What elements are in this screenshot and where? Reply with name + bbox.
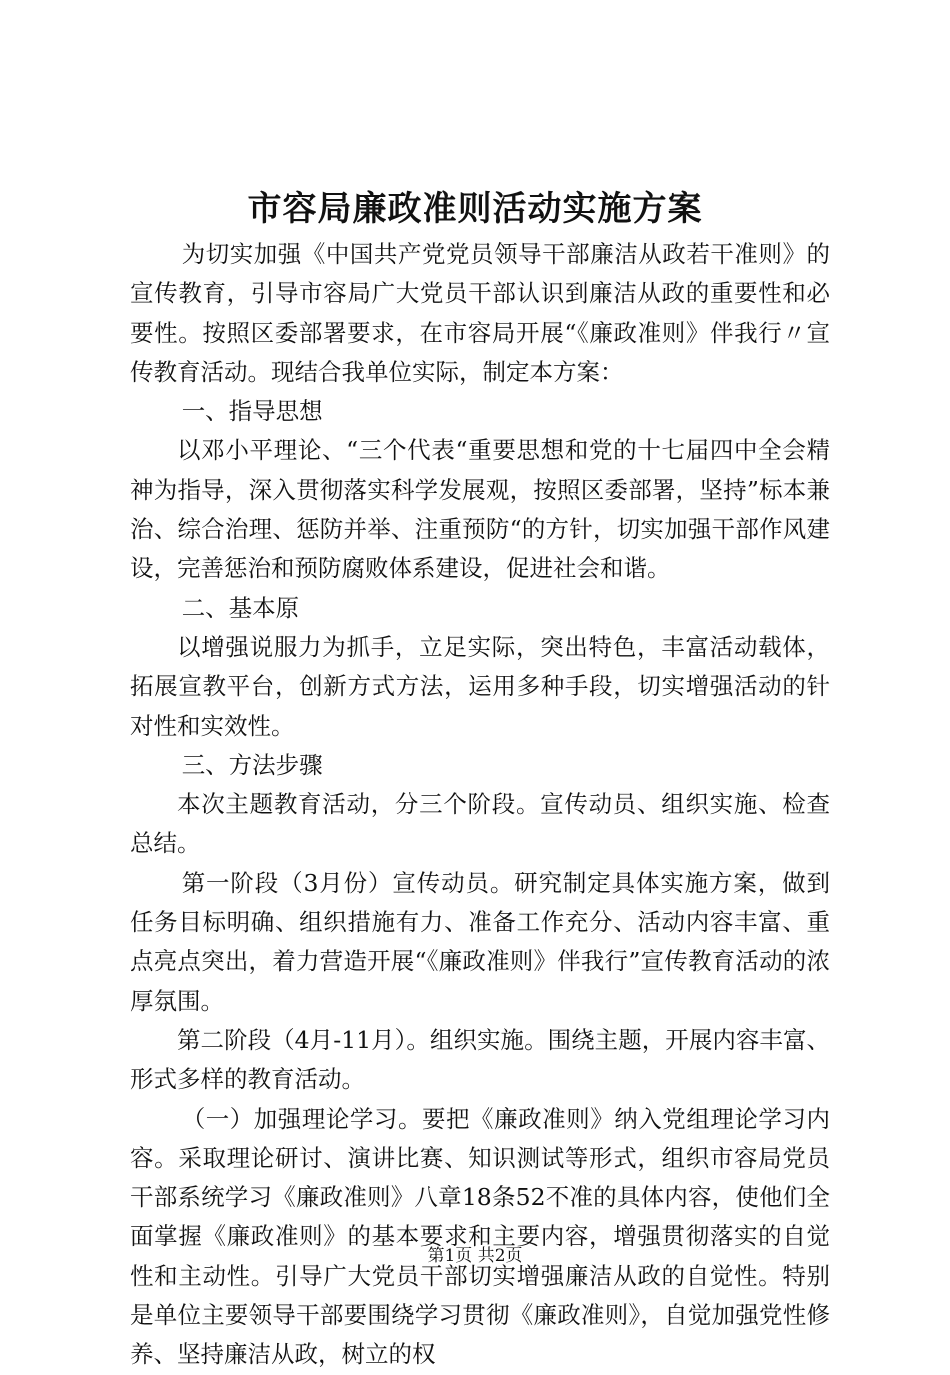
basic-principle-paragraph: 以增强说服力为抓手，立足实际，突出特色，丰富活动载体，拓展宣教平台，创新方式方法，运用多种手段，切实增强活动的针对性和实效性。 [130,632,830,740]
document-body [130,235,830,1375]
guiding-ideology-paragraph: 以邓小平理论、“三个代表“重要思想和党的十七届四中全会精神为指导，深入贯彻落实科学发展观，按照区委部署，坚持”标本兼治、综合治理、惩防并举、注重预防“的方针，切实加强干部作风建设，完善惩治和预防腐败体系建设，促进社会和谐。 [130,436,830,583]
stage-two-paragraph: 第二阶段（4月-11月）。组织实施。围绕主题，开展内容丰富、形式多样的教育活动。 [130,1025,830,1094]
section-heading-basic-principle: 二、基本原 [181,593,300,622]
intro-paragraph: 为切实加强《中国共产党党员领导干部廉洁从政若干准则》的宣传教育，引导市容局广大党员干部认识到廉洁从政的重要性和必要性。按照区委部署要求，在市容局开展“《廉政准则》伴我行〃宣传教育活动。现结合我单位实际，制定本方案： [130,240,830,386]
method-steps-paragraph: 本次主题教育活动，分三个阶段。宣传动员、组织实施、检查总结。 [130,790,830,858]
section-heading-method-steps: 三、方法步骤 [181,750,323,779]
section-heading-guiding-ideology: 一、指导思想 [181,397,323,426]
page-footer: 第1页 共2页 [427,1246,523,1266]
stage-one-paragraph: 第一阶段（3月份）宣传动员。研究制定具体实施方案，做到任务目标明确、组织措施有力、准备工作充分、活动内容丰富、重点亮点突出，着力营造开展“《廉政准则》伴我行”宣传教育活动的浓厚氛围。 [130,868,830,1015]
theory-study-paragraph: （一）加强理论学习。要把《廉政准则》纳入党组理论学习内容。采取理论研讨、演讲比赛、知识测试等形式，组织市容局党员干部系统学习《廉政准则》八章18条52不准的具体内容，使他们全面掌握《廉政准则》的基本要求和主要内容，增强贯彻落实的自觉性和主动性。引导广大党员干部切实增强廉洁从政的自觉性。特别是单位主要领导干部要围绕学习贯彻《廉政准则》，自觉加强党性修养、坚持廉洁从政，树立的权 [130,1104,830,1369]
document-title: 市容局廉政准则活动实施方案 [247,189,703,229]
